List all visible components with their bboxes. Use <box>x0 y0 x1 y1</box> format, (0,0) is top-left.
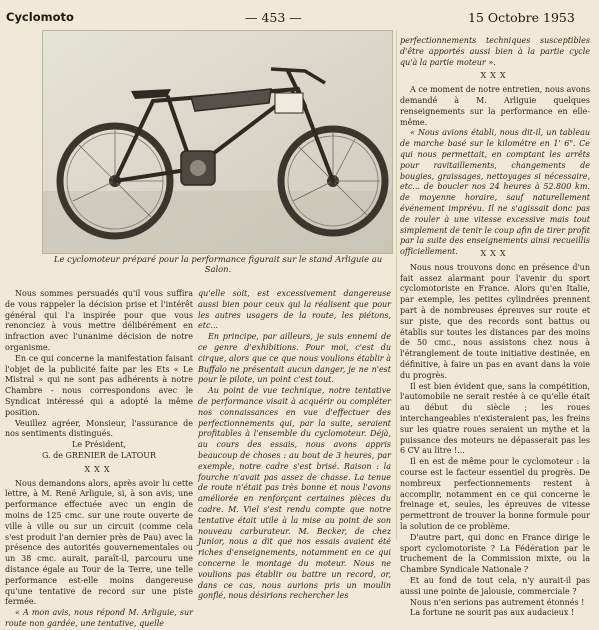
paragraph: Il en est de même pour le cyclomoteur : la course est le facteur essentiel du progrès. De nombreux perfectionnements restent à accomplir, notamment en ce qui concerne le freinage et, seules, les épreuves de vitesse permettront de trouver la bonne formule pour la solution de ce problème. <box>400 457 590 531</box>
section-separator: XXX <box>480 71 510 81</box>
signature-title: Le Président, <box>72 440 126 450</box>
paragraph: Et au fond de tout cela, n'y aurait-il pas aussi une pointe de jalousie, commerciale ? <box>400 575 590 596</box>
section-separator: XXX <box>480 249 510 258</box>
paragraph: Nous demandons alors, après avoir lu cette lettre, à M. René Arliguie, si, à son avis, une performance effectuée avec un engin de moins de 125 cmc. sur une route ouverte de ville à ville ou sur un circuit (comme cela s'est produit l'an dernier près de Pau) avec la présence des autorités gouvernementales ou un 38 cmc. aurait, paraît-il, parcouru une distance égale au Tour de la Terre, une telle performance est-elle moins dangereuse qu'une tentative de record sur une piste fermée. <box>5 478 193 607</box>
paragraph: qu'elle soit, est excessivement dangereuse aussi bien pour ceux qui la réalisent que pour les autres usagers de la route, les piétons, etc... <box>198 289 391 331</box>
column-divider <box>396 30 397 540</box>
paragraph: Nous n'en serions pas autrement étonnés ! <box>410 597 585 607</box>
column-2 <box>198 289 391 602</box>
page-number: — 453 — <box>245 10 302 25</box>
paragraph: La fortune ne sourit pas aux audacieux ! <box>410 608 575 618</box>
paragraph: Il est bien évident que, sans la compétition, l'automobile ne serait restée à ce qu'elle était au début du siècle ; les roues interchangeables n'existeraient pas, les freins sur les quatre roues seraient un mythe et la puissance des moteurs ne dépasserait pas les 6 CV au litre !... <box>400 381 590 456</box>
column-3-bottom <box>400 246 590 619</box>
signature-name: G. de GRENIER de LATOUR <box>41 450 157 460</box>
section-separator: XXX <box>84 464 114 474</box>
issue-date: 15 Octobre 1953 <box>468 10 575 25</box>
paragraph: « A mon avis, nous répond M. Arliguie, sur route non gardée, une tentative, quelle <box>5 608 193 628</box>
paragraph: Nous nous trouvons donc en présence d'un fait assez alarmant pour l'avenir du sport cyclomotoriste en France. Alors qu'en Italie, par exemple, les petites cylindrées prennent part à de nombreuses épreuves sur route et sur piste, que des records sont battus ou établis sur toutes les distances par des moins de 50 cmc., nous assistons chez nous à l'étranglement de toute initiative destinée, en définitive, à faire un pas en avant dans la voie du progrès. <box>400 262 590 380</box>
paragraph: Nous sommes persuadés qu'il vous suffira de vous rappeler la décision prise et l'intérêt général qui l'a inspirée pour que vous renonciez à vous mettre délibérément en infraction avec l'unanime décision de notre organisme. <box>5 289 193 352</box>
paragraph: En principe, par ailleurs, je suis ennemi de ce genre d'exhibitions. Pour moi, c'est du cirque, alors que ce que nous voulions établir à Buffalo ne présentait aucun danger, je ne n'est pour le pilote, un point c'est tout. <box>198 332 391 385</box>
paragraph: Veuillez agréer, Monsieur, l'assurance de nos sentiments distingués. <box>5 418 193 439</box>
paragraph: « Nous avions établi, nous dit-il, un tableau de marche basé sur le kilomètre en 1' 6". Ce qui nous permettait, en comptant les arrêts pour ravitaillements, changements de bougies, graissages, nettoyages si nécessaire, etc... de boucler nos 24 heures à 52.800 km. de moyenne horaire, sauf naturellement événement imprévu. Il ne s'agissait donc pas de rouler à une vitesse excessive mais tout simplement de tenir le coup afin de tirer profit par la suite des enseignements ainsi recueillis officiellement. <box>400 128 590 257</box>
moped-photo <box>42 30 393 254</box>
column-3-top <box>400 36 590 258</box>
paragraph: perfectionnements techniques susceptibles d'être apportés aussi bien à la partie cycle qu'à la partie moteur ». <box>400 36 590 67</box>
paragraph: En ce qui concerne la manifestation faisant l'objet de la publicité faite par les Ets « Le Mistral » qui ne sont pas adhérents à notre Chambre - nous correspondons avec le Syndicat intéressé qui a adopté la même position. <box>5 353 193 417</box>
photo-caption: Le cyclomoteur préparé pour la performance figurait sur le stand Arliguie au Salon. <box>53 254 383 274</box>
publication-title: Cyclomoto <box>6 10 74 24</box>
paragraph: D'autre part, qui donc en France dirige le sport cyclomotoriste ? La Fédération par le truchement de la Commission mixte, ou la Chambre Syndicale Nationale ? <box>400 532 590 575</box>
paragraph: A ce moment de notre entretien, nous avons demandé à M. Arliguie quelques renseignements sur la performance en elle-même. <box>400 85 590 127</box>
moped-illustration <box>43 31 392 253</box>
column-1 <box>5 289 193 630</box>
paragraph: Au point de vue technique, notre tentative de performance visait à acquérir ou compléter nos connaissances en vue d'effectuer des perfectionnements qui, par la suite, seraient profitables à l'ensemble du cyclomoteur. Déjà, au cours des essais, nous avons appris beaucoup de choses : au bout de 3 heures, par exemple, notre cadre s'est brisé. Raison : la fourche n'avait pas assez de chasse. La tenue de route n'était pas très bonne et nous l'avons améliorée en renforçant certaines pièces du cadre. M. Viel s'est rendu compte que notre tentative était utile à la mise au point de son nouveau carburateur. M. Becker, de chez Junior, nous a dit que nos essais avaient été riches d'enseignements, notamment en ce qui concerne le montage du moteur. Nous ne voulions pas établir ou battre un record, or, dans ce cas, nous aurions pris un moulin gonflé, nous désirions rechercher les <box>198 386 391 601</box>
